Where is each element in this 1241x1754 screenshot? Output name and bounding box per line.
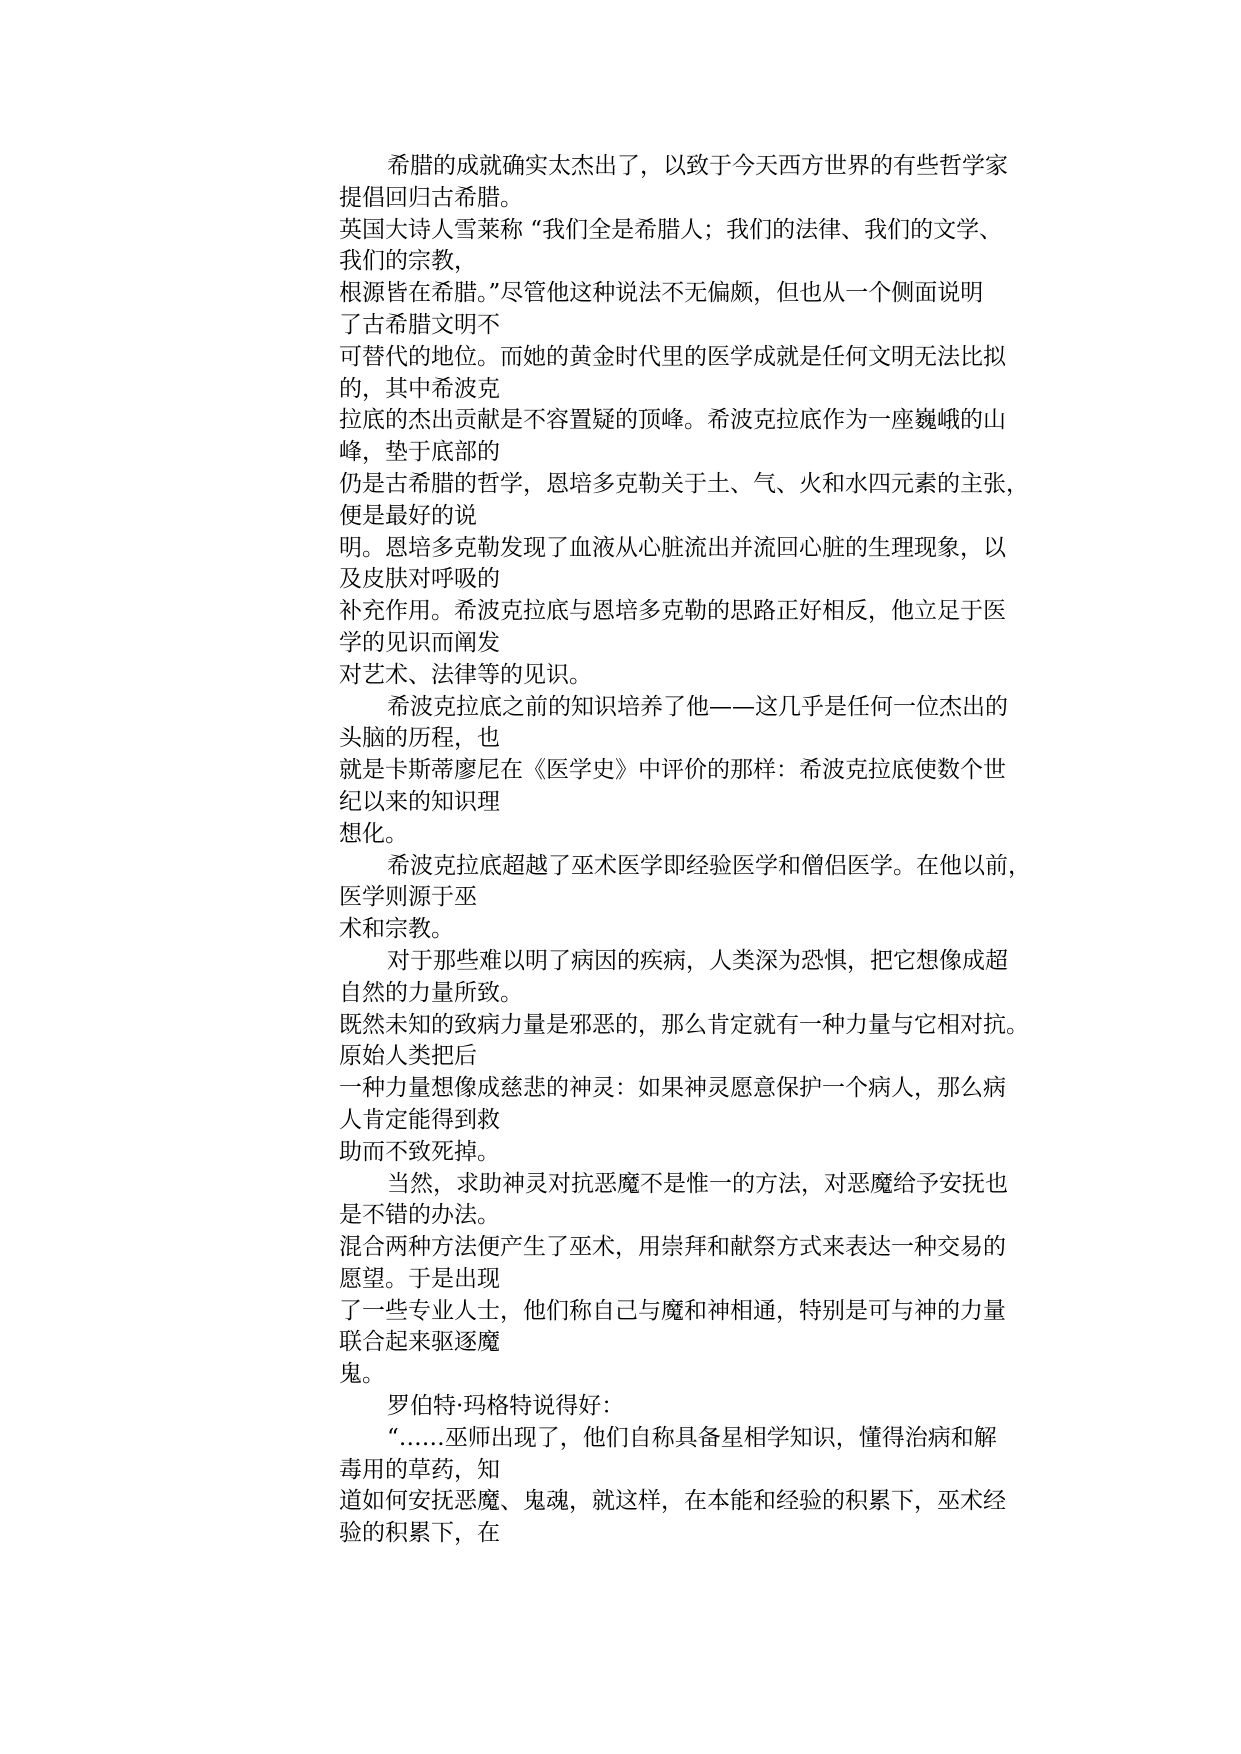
text-line: 鬼。	[339, 1361, 385, 1388]
text-line: 对艺术、法律等的见识。	[339, 661, 592, 688]
text-line: 联合起来驱逐魔	[339, 1329, 500, 1356]
text-line: 人肯定能得到救	[339, 1106, 500, 1133]
text-line: 我们的宗教，	[339, 248, 477, 275]
text-line: 的，其中希波克	[339, 375, 500, 402]
text-line: 学的见识而阐发	[339, 629, 500, 656]
text-line: 及皮肤对呼吸的	[339, 566, 500, 593]
text-line: 助而不致死掉。	[339, 1138, 500, 1165]
text-line: 补充作用。希波克拉底与恩培多克勒的思路正好相反，他立足于医	[339, 598, 1006, 625]
text-line: 验的积累下，在	[339, 1520, 500, 1547]
text-line: 术和宗教。	[339, 916, 454, 943]
text-line: 了一些专业人士，他们称自己与魔和神相通，特别是可与神的力量	[339, 1297, 1006, 1324]
body-text	[339, 151, 1079, 1550]
text-line: 对于那些难以明了病因的疾病，人类深为恐惧，把它想像成超	[387, 947, 1008, 974]
text-line: 可替代的地位。而她的黄金时代里的医学成就是任何文明无法比拟	[339, 343, 1006, 370]
text-line: 峰，垫于底部的	[339, 439, 500, 466]
text-line: 既然未知的致病力量是邪恶的，那么肯定就有一种力量与它相对抗。	[339, 1011, 1029, 1038]
text-line: 混合两种方法便产生了巫术，用崇拜和献祭方式来表达一种交易的	[339, 1234, 1006, 1261]
text-line: 就是卡斯蒂廖尼在《医学史》中评价的那样：希波克拉底使数个世	[339, 757, 1006, 784]
text-line: 愿望。于是出现	[339, 1265, 500, 1292]
text-line: 拉底的杰出贡献是不容置疑的顶峰。希波克拉底作为一座巍峨的山	[339, 407, 1006, 434]
text-line: 根源皆在希腊。”尽管他这种说法不无偏颇，但也从一个侧面说明	[339, 280, 984, 307]
text-line: 罗伯特·玛格特说得好：	[387, 1393, 625, 1420]
text-line: 便是最好的说	[339, 502, 477, 529]
text-line: 想化。	[339, 820, 408, 847]
text-line: “……巫师出现了，他们自称具备星相学知识，懂得治病和解	[387, 1424, 997, 1451]
text-line: 提倡回归古希腊。	[339, 184, 523, 211]
text-line: 毒用的草药，知	[339, 1456, 500, 1483]
text-line: 英国大诗人雪莱称 “我们全是希腊人；我们的法律、我们的文学、	[339, 216, 1003, 243]
text-line: 道如何安抚恶魔、鬼魂，就这样，在本能和经验的积累下，巫术经	[339, 1488, 1006, 1515]
text-line: 自然的力量所致。	[339, 979, 523, 1006]
text-line: 头脑的历程，也	[339, 725, 500, 752]
text-line: 一种力量想像成慈悲的神灵：如果神灵愿意保护一个病人，那么病	[339, 1075, 1006, 1102]
text-line: 纪以来的知识理	[339, 788, 500, 815]
text-line: 希腊的成就确实太杰出了，以致于今天西方世界的有些哲学家	[387, 153, 1008, 179]
text-line: 希波克拉底之前的知识培养了他——这几乎是任何一位杰出的	[387, 693, 1008, 720]
text-line: 了古希腊文明不	[339, 311, 500, 338]
text-line: 医学则源于巫	[339, 884, 477, 911]
text-line: 当然，求助神灵对抗恶魔不是惟一的方法，对恶魔给予安抚也	[387, 1170, 1008, 1197]
text-line: 仍是古希腊的哲学，恩培多克勒关于土、气、火和水四元素的主张，	[339, 470, 1029, 497]
text-line: 希波克拉底超越了巫术医学即经验医学和僧侣医学。在他以前，	[387, 852, 1031, 879]
text-line: 是不错的办法。	[339, 1202, 500, 1229]
text-line: 明。恩培多克勒发现了血液从心脏流出并流回心脏的生理现象，以	[339, 534, 1006, 561]
text-line: 原始人类把后	[339, 1043, 477, 1070]
